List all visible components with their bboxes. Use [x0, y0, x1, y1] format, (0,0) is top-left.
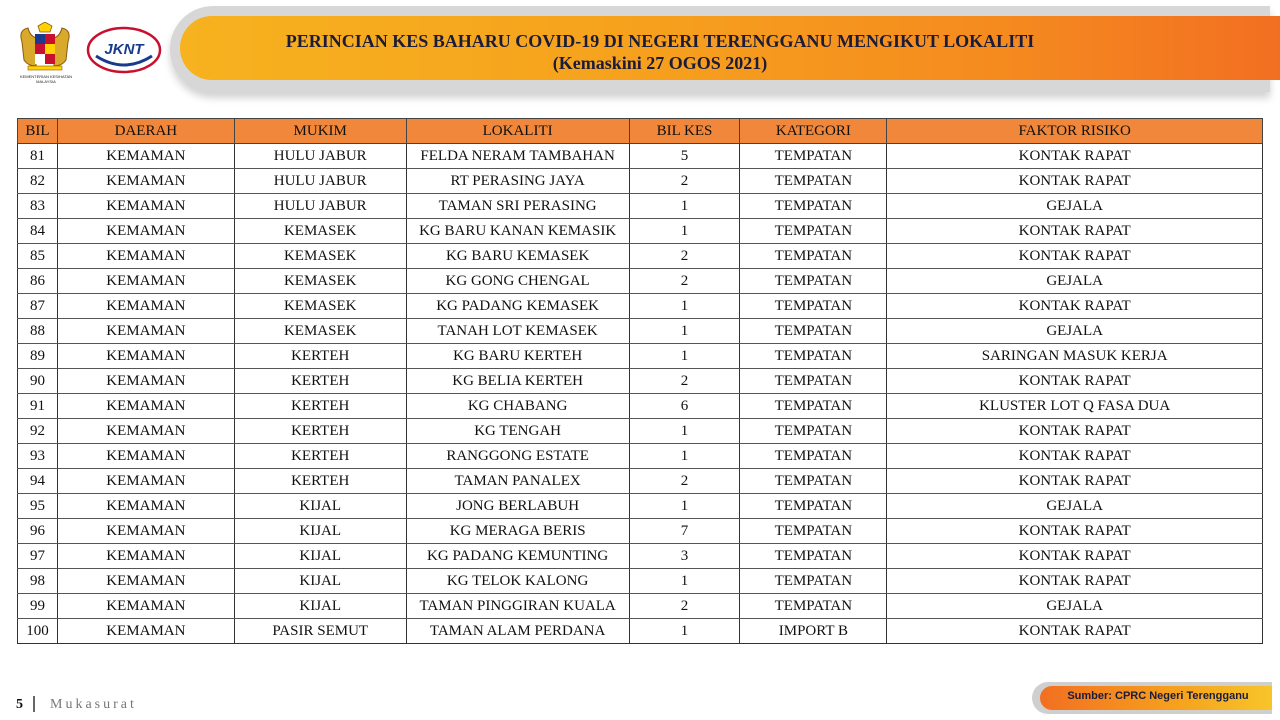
- table-cell: IMPORT B: [740, 619, 887, 644]
- table-cell: KG GONG CHENGAL: [406, 269, 629, 294]
- table-row: [18, 144, 1263, 169]
- table-cell: KONTAK RAPAT: [887, 419, 1263, 444]
- table-cell: PASIR SEMUT: [234, 619, 406, 644]
- cases-table: [17, 118, 1263, 644]
- table-cell: KG BARU KANAN KEMASIK: [406, 219, 629, 244]
- table-row: [18, 569, 1263, 594]
- table-cell: KG BARU KERTEH: [406, 344, 629, 369]
- table-cell: KONTAK RAPAT: [887, 369, 1263, 394]
- table-cell: HULU JABUR: [234, 169, 406, 194]
- table-row: [18, 469, 1263, 494]
- table-cell: KEMAMAN: [57, 469, 234, 494]
- table-cell: TEMPATAN: [740, 144, 887, 169]
- table-cell: 88: [18, 319, 58, 344]
- table-cell: 2: [629, 594, 740, 619]
- table-cell: KIJAL: [234, 544, 406, 569]
- table-cell: TEMPATAN: [740, 319, 887, 344]
- table-cell: TEMPATAN: [740, 194, 887, 219]
- table-row: [18, 444, 1263, 469]
- table-cell: 1: [629, 419, 740, 444]
- table-cell: 99: [18, 594, 58, 619]
- table-cell: 91: [18, 394, 58, 419]
- table-cell: 1: [629, 619, 740, 644]
- table-cell: 2: [629, 469, 740, 494]
- table-cell: 1: [629, 444, 740, 469]
- table-cell: 85: [18, 244, 58, 269]
- table-cell: KEMAMAN: [57, 444, 234, 469]
- table-cell: KEMASEK: [234, 294, 406, 319]
- table-row: [18, 169, 1263, 194]
- table-cell: 6: [629, 394, 740, 419]
- table-cell: KEMAMAN: [57, 544, 234, 569]
- table-cell: KG TELOK KALONG: [406, 569, 629, 594]
- table-cell: KERTEH: [234, 419, 406, 444]
- table-cell: 81: [18, 144, 58, 169]
- table-cell: FELDA NERAM TAMBAHAN: [406, 144, 629, 169]
- table-cell: GEJALA: [887, 594, 1263, 619]
- table-row: [18, 344, 1263, 369]
- table-cell: GEJALA: [887, 319, 1263, 344]
- table-cell: TEMPATAN: [740, 294, 887, 319]
- table-cell: TEMPATAN: [740, 369, 887, 394]
- table-cell: GEJALA: [887, 269, 1263, 294]
- table-cell: KEMAMAN: [57, 344, 234, 369]
- table-row: [18, 394, 1263, 419]
- table-cell: JONG BERLABUH: [406, 494, 629, 519]
- table-cell: TEMPATAN: [740, 394, 887, 419]
- table-cell: KONTAK RAPAT: [887, 219, 1263, 244]
- table-cell: KG TENGAH: [406, 419, 629, 444]
- logos-area: [14, 22, 164, 92]
- table-cell: KERTEH: [234, 444, 406, 469]
- table-cell: 2: [629, 169, 740, 194]
- table-cell: HULU JABUR: [234, 144, 406, 169]
- table-cell: KERTEH: [234, 344, 406, 369]
- page-title: [180, 30, 1140, 74]
- table-cell: KEMAMAN: [57, 519, 234, 544]
- table-cell: KONTAK RAPAT: [887, 519, 1263, 544]
- table-cell: KONTAK RAPAT: [887, 569, 1263, 594]
- table-cell: KG BELIA KERTEH: [406, 369, 629, 394]
- table-cell: KIJAL: [234, 519, 406, 544]
- table-cell: 3: [629, 544, 740, 569]
- table-cell: KIJAL: [234, 494, 406, 519]
- table-cell: TANAH LOT KEMASEK: [406, 319, 629, 344]
- column-header: LOKALITI: [406, 119, 629, 144]
- jknt-logo: [86, 26, 162, 74]
- table-cell: 1: [629, 194, 740, 219]
- table-cell: 93: [18, 444, 58, 469]
- table-cell: HULU JABUR: [234, 194, 406, 219]
- table-cell: SARINGAN MASUK KERJA: [887, 344, 1263, 369]
- table-cell: TAMAN PINGGIRAN KUALA: [406, 594, 629, 619]
- table-cell: KEMAMAN: [57, 594, 234, 619]
- table-cell: 1: [629, 319, 740, 344]
- table-cell: KEMAMAN: [57, 494, 234, 519]
- table-cell: KEMASEK: [234, 244, 406, 269]
- table-cell: GEJALA: [887, 494, 1263, 519]
- table-row: [18, 369, 1263, 394]
- table-cell: KEMAMAN: [57, 219, 234, 244]
- table-cell: KEMASEK: [234, 219, 406, 244]
- table-cell: TAMAN ALAM PERDANA: [406, 619, 629, 644]
- table-cell: TEMPATAN: [740, 269, 887, 294]
- table-row: [18, 319, 1263, 344]
- table-cell: 89: [18, 344, 58, 369]
- table-cell: KG MERAGA BERIS: [406, 519, 629, 544]
- table-cell: TEMPATAN: [740, 444, 887, 469]
- table-cell: KONTAK RAPAT: [887, 244, 1263, 269]
- table-cell: TAMAN SRI PERASING: [406, 194, 629, 219]
- table-cell: TEMPATAN: [740, 419, 887, 444]
- table-cell: KEMAMAN: [57, 394, 234, 419]
- table-cell: RT PERASING JAYA: [406, 169, 629, 194]
- table-row: [18, 619, 1263, 644]
- column-header: MUKIM: [234, 119, 406, 144]
- crest-caption: KEMENTERIAN KESIHATAN MALAYSIA: [19, 74, 73, 84]
- table-cell: KERTEH: [234, 369, 406, 394]
- table-cell: KEMAMAN: [57, 269, 234, 294]
- table-cell: KEMASEK: [234, 269, 406, 294]
- page-separator: [33, 696, 35, 712]
- table-cell: 83: [18, 194, 58, 219]
- table-cell: 7: [629, 519, 740, 544]
- table-cell: KG CHABANG: [406, 394, 629, 419]
- table-cell: 100: [18, 619, 58, 644]
- table-cell: KONTAK RAPAT: [887, 294, 1263, 319]
- table-row: [18, 244, 1263, 269]
- table-cell: 84: [18, 219, 58, 244]
- table-body: [18, 144, 1263, 644]
- table-cell: KLUSTER LOT Q FASA DUA: [887, 394, 1263, 419]
- jknt-logo-text: JKNT: [104, 41, 144, 58]
- table-cell: TEMPATAN: [740, 469, 887, 494]
- table-cell: KONTAK RAPAT: [887, 619, 1263, 644]
- table-cell: KONTAK RAPAT: [887, 444, 1263, 469]
- page-title-line1: PERINCIAN KES BAHARU COVID-19 DI NEGERI TERENGGANU MENGIKUT LOKALITI: [285, 31, 1035, 51]
- table-cell: 87: [18, 294, 58, 319]
- column-header: BIL: [18, 119, 58, 144]
- table-cell: 1: [629, 344, 740, 369]
- table-cell: KEMAMAN: [57, 419, 234, 444]
- page-label: Mukasurat: [50, 697, 137, 712]
- table-cell: KG PADANG KEMASEK: [406, 294, 629, 319]
- table-header-row: [18, 119, 1263, 144]
- table-cell: 86: [18, 269, 58, 294]
- table-cell: 96: [18, 519, 58, 544]
- table-row: [18, 219, 1263, 244]
- table-cell: TAMAN PANALEX: [406, 469, 629, 494]
- table-cell: 1: [629, 294, 740, 319]
- table-cell: 97: [18, 544, 58, 569]
- table-cell: KEMAMAN: [57, 319, 234, 344]
- table-cell: 92: [18, 419, 58, 444]
- table-row: [18, 494, 1263, 519]
- table-cell: KEMAMAN: [57, 194, 234, 219]
- table-row: [18, 419, 1263, 444]
- column-header: KATEGORI: [740, 119, 887, 144]
- table-row: [18, 594, 1263, 619]
- table-cell: 98: [18, 569, 58, 594]
- table-row: [18, 194, 1263, 219]
- column-header: FAKTOR RISIKO: [887, 119, 1263, 144]
- table-cell: KEMAMAN: [57, 169, 234, 194]
- table-cell: 1: [629, 569, 740, 594]
- table-cell: 90: [18, 369, 58, 394]
- table-cell: TEMPATAN: [740, 519, 887, 544]
- table-cell: TEMPATAN: [740, 244, 887, 269]
- page-number: 5: [16, 697, 23, 712]
- table-cell: 82: [18, 169, 58, 194]
- column-header: DAERAH: [57, 119, 234, 144]
- table-cell: TEMPATAN: [740, 594, 887, 619]
- table-cell: KEMAMAN: [57, 244, 234, 269]
- page-title-line2: (Kemaskini 27 OGOS 2021): [552, 53, 768, 73]
- table-cell: TEMPATAN: [740, 569, 887, 594]
- table-cell: 5: [629, 144, 740, 169]
- table-cell: 95: [18, 494, 58, 519]
- table-cell: 2: [629, 369, 740, 394]
- table-cell: KEMAMAN: [57, 569, 234, 594]
- table-cell: 2: [629, 244, 740, 269]
- table-cell: 2: [629, 269, 740, 294]
- table-cell: TEMPATAN: [740, 544, 887, 569]
- source-text: Sumber: CPRC Negeri Terengganu: [1067, 690, 1249, 702]
- table-cell: TEMPATAN: [740, 494, 887, 519]
- table-cell: 1: [629, 219, 740, 244]
- table-row: [18, 544, 1263, 569]
- table-row: [18, 519, 1263, 544]
- table-cell: KG PADANG KEMUNTING: [406, 544, 629, 569]
- table-cell: KEMAMAN: [57, 619, 234, 644]
- table-cell: RANGGONG ESTATE: [406, 444, 629, 469]
- table-cell: KG BARU KEMASEK: [406, 244, 629, 269]
- column-header: BIL KES: [629, 119, 740, 144]
- table-cell: KEMASEK: [234, 319, 406, 344]
- table-row: [18, 269, 1263, 294]
- table-cell: KEMAMAN: [57, 144, 234, 169]
- table-cell: KERTEH: [234, 469, 406, 494]
- table-row: [18, 294, 1263, 319]
- table-cell: TEMPATAN: [740, 219, 887, 244]
- table-cell: KONTAK RAPAT: [887, 544, 1263, 569]
- table-cell: KERTEH: [234, 394, 406, 419]
- table-cell: KIJAL: [234, 594, 406, 619]
- table-cell: KONTAK RAPAT: [887, 469, 1263, 494]
- table-cell: 94: [18, 469, 58, 494]
- table-cell: KEMAMAN: [57, 369, 234, 394]
- table-cell: KEMAMAN: [57, 294, 234, 319]
- table-cell: KIJAL: [234, 569, 406, 594]
- table-cell: KONTAK RAPAT: [887, 169, 1263, 194]
- table-cell: TEMPATAN: [740, 169, 887, 194]
- table-cell: 1: [629, 494, 740, 519]
- table-cell: KONTAK RAPAT: [887, 144, 1263, 169]
- table-cell: TEMPATAN: [740, 344, 887, 369]
- table-cell: GEJALA: [887, 194, 1263, 219]
